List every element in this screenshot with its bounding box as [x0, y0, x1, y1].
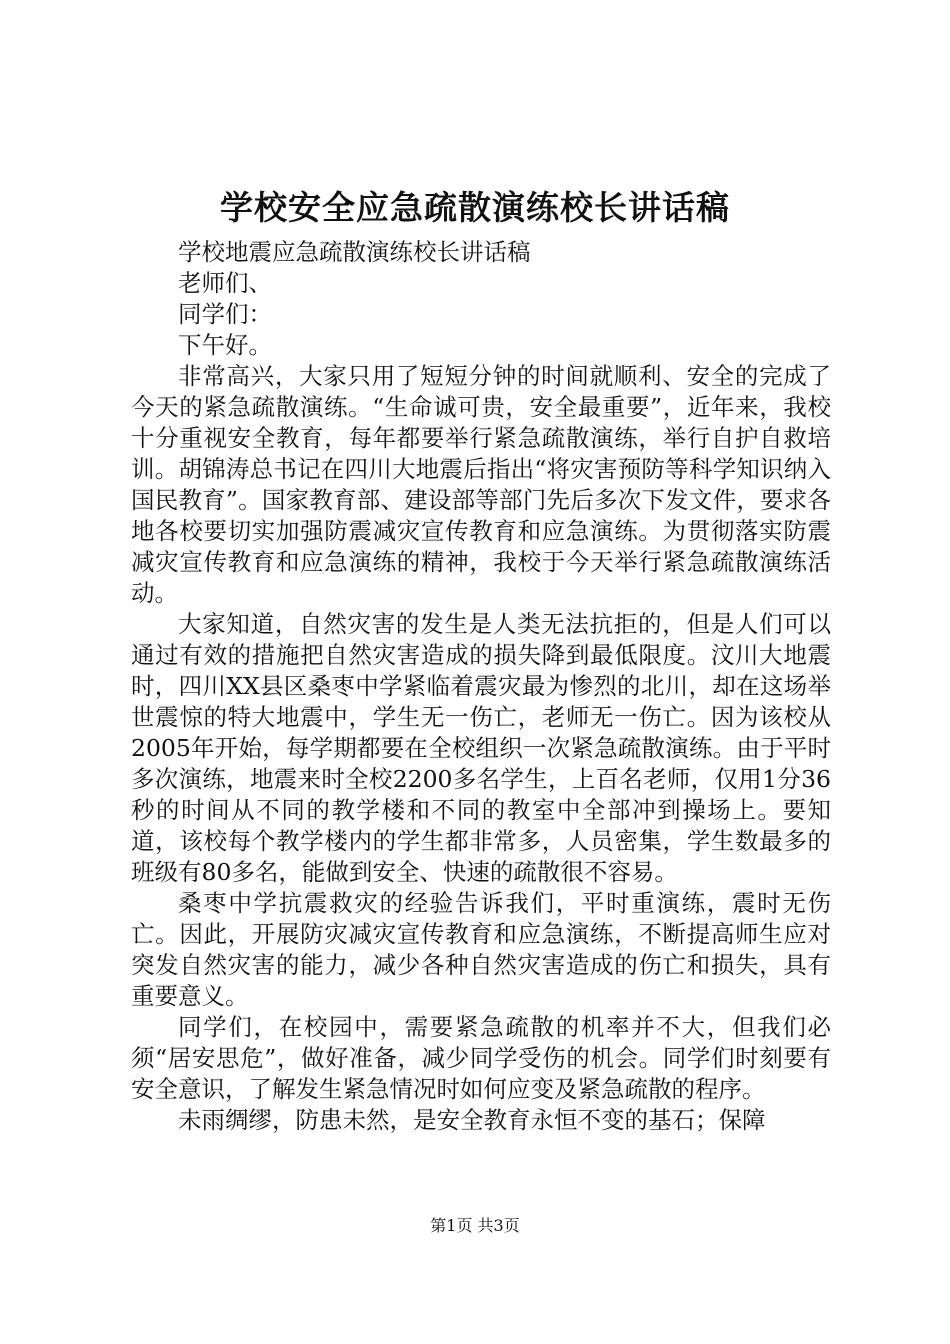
page-footer: 第1页 共3页 [430, 1216, 520, 1235]
paragraph-body: 未雨绸缪，防患未然，是安全教育永恒不变的基石；保障 [178, 1106, 766, 1134]
paragraph-good-afternoon: 下午好。 [178, 331, 272, 359]
paragraph-body: 桑枣中学抗震救灾的经验告诉我们，平时重演练，震时无伤亡。因此，开展防灾减灾宣传教育和应急演练，不断提高师生应对突发自然灾害的能力，减少各种自然灾害造成的伤亡和损失，具有重要意义。 [131, 889, 831, 1010]
paragraph-body: 大家知道，自然灾害的发生是人类无法抗拒的，但是人们可以通过有效的措施把自然灾害造成的损失降到最低限度。汶川大地震时，四川XX县区桑枣中学紧临着震灾最为惨烈的北川，却在这场举世震惊的特大地震中，学生无一伤亡，老师无一伤亡。因为该校从2005年开始，每学期都要在全校组织一次紧急疏散演练。由于平时多次演练，地震来时全校2200多名学生，上百名老师，仅用1分36秒的时间从不同的教学楼和不同的教室中全部冲到操场上。要知道，该校每个教学楼内的学生都非常多，人员密集，学生数最多的班级有80多名，能做到安全、快速的疏散很不容易。 [131, 610, 831, 886]
paragraph-greeting-students: 同学们： [178, 300, 272, 328]
document-title: 学校安全应急疏散演练校长讲话稿 [220, 188, 730, 227]
paragraph-body: 非常高兴，大家只用了短短分钟的时间就顺利、安全的完成了今天的紧急疏散演练。“生命诚可贵，安全最重要”，近年来，我校十分重视安全教育，每年都要举行紧急疏散演练，举行自护自救培训。胡锦涛总书记在四川大地震后指出“将灾害预防等科学知识纳入国民教育”。国家教育部、建设部等部门先后多次下发文件，要求各地各校要切实加强防震减灾宣传教育和应急演练。为贯彻落实防震减灾宣传教育和应急演练的精神，我校于今天举行紧急疏散演练活动。 [131, 362, 831, 607]
document-body [131, 237, 831, 1136]
paragraph-body: 同学们，在校园中，需要紧急疏散的机率并不大，但我们必须“居安思危”，做好准备，减少同学受伤的机会。同学们时刻要有安全意识，了解发生紧急情况时如何应变及紧急疏散的程序。 [131, 1013, 831, 1103]
paragraph-greeting-teachers: 老师们、 [178, 269, 272, 297]
paragraph-subtitle: 学校地震应急疏散演练校长讲话稿 [178, 238, 531, 266]
